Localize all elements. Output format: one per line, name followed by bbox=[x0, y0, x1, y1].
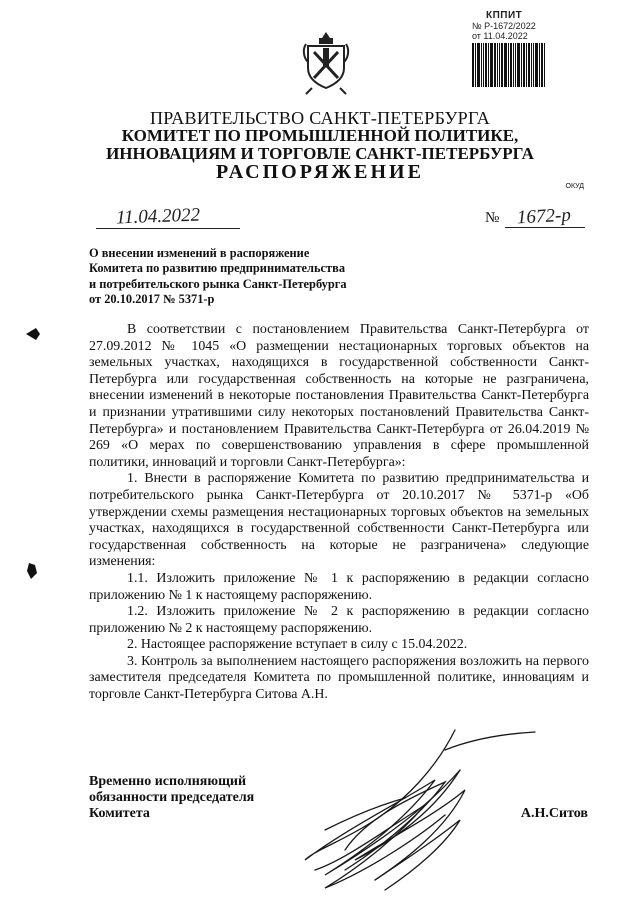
barcode-bar bbox=[531, 43, 532, 87]
committee-title-line1: КОМИТЕТ ПО ПРОМЫШЛЕННОЙ ПОЛИТИКЕ, bbox=[121, 126, 519, 145]
position-line: Комитета bbox=[89, 806, 150, 821]
barcode-bar bbox=[499, 43, 500, 87]
margin-mark-icon bbox=[27, 563, 37, 579]
barcode-bar bbox=[515, 43, 516, 87]
barcode-bar bbox=[513, 43, 514, 87]
barcode-bar bbox=[483, 43, 484, 87]
barcode bbox=[472, 43, 568, 87]
barcode-bar bbox=[481, 43, 482, 87]
item-3: 3. Контроль за выполнением настоящего распоряжения возложить на первого заместителя председателя Комитета по промышленной политике, инновациям и торговле Санкт-Петербурга Ситова А.Н. bbox=[89, 653, 589, 703]
position-line: обязанности председателя bbox=[89, 790, 255, 805]
position-line: Временно исполняющий bbox=[89, 774, 247, 789]
number-label: № bbox=[485, 210, 500, 226]
document-body bbox=[89, 322, 589, 704]
barcode-bar bbox=[541, 43, 543, 87]
item-1-2: 1.2. Изложить приложение № 2 к распоряжению в редакции согласно приложению № 2 к настоящему распоряжению. bbox=[89, 604, 589, 636]
barcode-bar bbox=[533, 43, 534, 87]
barcode-bar bbox=[490, 43, 493, 87]
stamp-reg-date: от 11.04.2022 bbox=[472, 31, 528, 41]
committee-title-line2: ИННОВАЦИЯМ И ТОРГОВЛЕ САНКТ-ПЕТЕРБУРГА bbox=[106, 144, 534, 163]
barcode-bar bbox=[521, 43, 522, 87]
document-number-field bbox=[485, 206, 585, 228]
barcode-bar bbox=[523, 43, 525, 87]
handwritten-date: 11.04.2022 bbox=[115, 204, 201, 229]
barcode-bar bbox=[508, 43, 509, 87]
subject-line: от 20.10.2017 № 5371-р bbox=[89, 291, 215, 306]
barcode-bar bbox=[528, 43, 530, 87]
document-type: РАСПОРЯЖЕНИЕ bbox=[216, 161, 424, 183]
handwritten-signature-icon bbox=[285, 710, 545, 900]
government-title: ПРАВИТЕЛЬСТВО САНКТ-ПЕТЕРБУРГА bbox=[149, 108, 491, 128]
barcode-bar bbox=[488, 43, 489, 87]
preamble-paragraph: В соответствии с постановлением Правительства Санкт-Петербурга от 27.09.2012 № 1045 «О размещении нестационарных торговых объектов на земельных участках, находящихся в государственной собственности Санкт-Петербурга или государственная собственность на которые не разграничена, внесении изменений в некоторые постановления Правительства Санкт-Петербурга и признании утратившими силу некоторых постановлений Правительства Санкт-Петербурга» и постановлением Правительства Санкт-Петербурга от 26.04.2019 № 269 «О мерах по совершенствованию управления в сфере промышленной политики, инноваций и торговли Санкт-Петербурга»: bbox=[89, 322, 589, 470]
coat-of-arms-icon bbox=[302, 30, 350, 96]
item-1-1: 1.1. Изложить приложение № 1 к распоряжению в редакции согласно приложению № 1 к настоящему распоряжению. bbox=[89, 570, 589, 603]
subject-line: и потребительского рынка Санкт-Петербурга bbox=[89, 276, 347, 291]
handwritten-date-field bbox=[96, 206, 240, 229]
document-subject bbox=[89, 246, 409, 307]
barcode-bar bbox=[539, 43, 540, 87]
barcode-bar bbox=[504, 43, 507, 87]
barcode-bar bbox=[494, 43, 496, 87]
item-1: 1. Внести в распоряжение Комитета по развитию предпринимательства и потребительского рынка Санкт-Петербурга от 20.10.2017 № 5371-р «Об утверждении схемы размещения нестационарных торговых объектов на земельных участках, находящихся в государственной собственности Санкт-Петербурга или государственная собственность на которые не разграничена» следующие изменения: bbox=[89, 471, 589, 570]
subject-line: Комитета по развитию предпринимательства bbox=[89, 261, 346, 276]
barcode-bar bbox=[497, 43, 498, 87]
subject-line: О внесении изменений в распоряжение bbox=[89, 246, 310, 260]
okud-label: ОКУД bbox=[565, 183, 584, 190]
barcode-bar bbox=[510, 43, 512, 87]
barcode-bar bbox=[501, 43, 503, 87]
barcode-bar bbox=[535, 43, 538, 87]
stamp-org: КППИТ bbox=[486, 10, 523, 21]
stamp-reg-number: № Р-1672/2022 bbox=[472, 21, 536, 31]
barcode-bar bbox=[544, 43, 545, 87]
barcode-bar bbox=[526, 43, 527, 87]
barcode-bar bbox=[485, 43, 487, 87]
item-2: 2. Настоящее распоряжение вступает в силу с 15.04.2022. bbox=[127, 637, 468, 653]
barcode-bar bbox=[475, 43, 476, 87]
margin-mark-icon bbox=[26, 328, 40, 340]
barcode-bar bbox=[472, 43, 474, 87]
handwritten-number: 1672-р bbox=[516, 204, 572, 229]
barcode-bar bbox=[477, 43, 480, 87]
registration-stamp bbox=[472, 10, 568, 87]
barcode-bar bbox=[517, 43, 520, 87]
signatory-name: А.Н.Ситов bbox=[520, 806, 588, 821]
